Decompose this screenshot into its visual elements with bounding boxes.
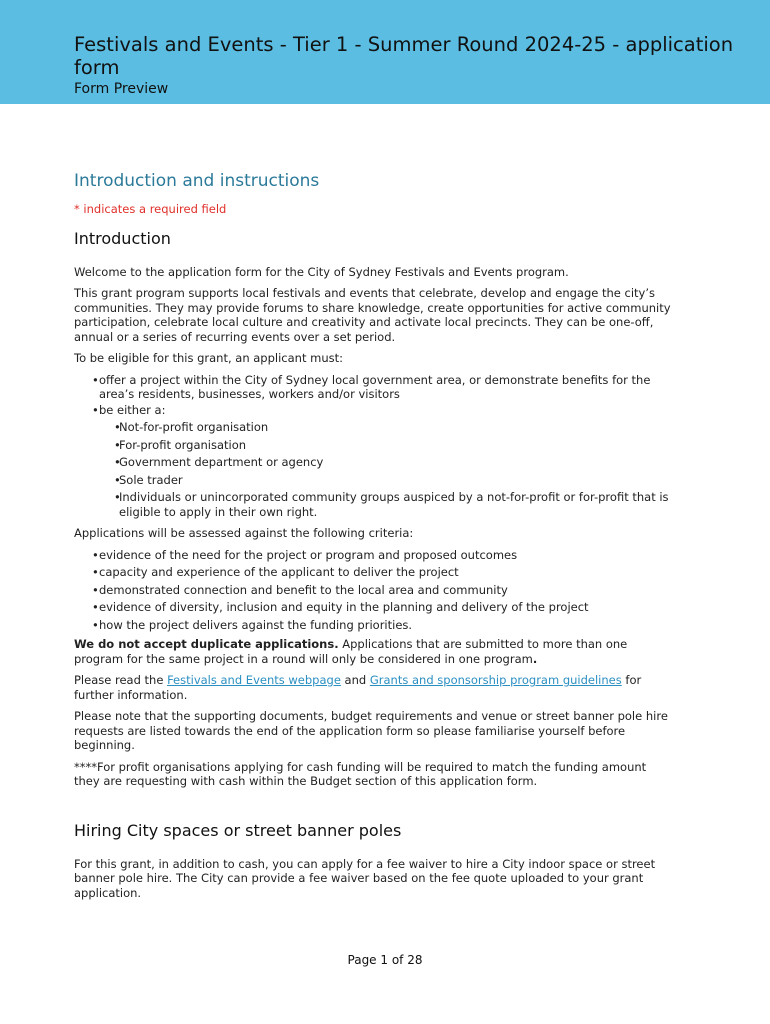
eligibility-list	[74, 373, 674, 520]
supporting-docs-note: Please note that the supporting documents, budget requirements and venue or street banner pole hire requests are listed towards the end of the application form so please familiarise yourself before beginning.	[74, 709, 668, 752]
form-subtitle: Form Preview	[74, 81, 169, 97]
required-note: * indicates a required field	[74, 202, 227, 216]
read-suffix: for further information.	[74, 673, 642, 702]
program-description: This grant program supports local festivals and events that celebrate, develop and engage the city’s communities. They may provide forums to share knowledge, create opportunities for active community participation, celebrate local culture and creativity and activate local precincts. They can be one-off, annual or a series of recurring events over a set period.	[74, 286, 671, 344]
duplicate-bold: We do not accept duplicate applications.	[74, 637, 339, 651]
header-banner	[0, 0, 770, 104]
list-item: • evidence of the need for the project or program and proposed outcomes	[74, 548, 674, 563]
guidelines-link[interactable]: Grants and sponsorship program guidelines	[369, 673, 622, 687]
hiring-heading: Hiring City spaces or street banner poles	[74, 820, 402, 840]
read-prefix: Please read the	[74, 673, 168, 687]
list-item: • Not-for-profit organisation	[74, 420, 674, 435]
welcome-text: Welcome to the application form for the City of Sydney Festivals and Events program.	[74, 264, 569, 279]
list-item: • Government department or agency	[74, 455, 674, 470]
for-profit-note: ****For profit organisations applying for cash funding will be required to match the funding amount they are requesting with cash within the Budget section of this application form.	[74, 759, 647, 788]
introduction-heading: Introduction	[74, 228, 171, 248]
read-more	[74, 673, 674, 702]
eligibility-lead: To be eligible for this grant, an applicant must:	[74, 351, 343, 365]
criteria-list	[74, 548, 674, 633]
page-number: Page 1 of 28	[347, 953, 423, 967]
festivals-webpage-link[interactable]: Festivals and Events webpage	[167, 673, 341, 687]
list-item: • demonstrated connection and benefit to the local area and community	[74, 583, 674, 598]
criteria-lead: Applications will be assessed against the following criteria:	[74, 526, 414, 540]
section-title: Introduction and instructions	[74, 171, 320, 191]
duplicate-notice	[74, 637, 674, 666]
org-type-list	[74, 420, 674, 519]
read-and: and	[340, 673, 370, 687]
list-item-label: be either a:	[99, 402, 166, 417]
list-item: • Sole trader	[74, 473, 674, 488]
list-item: • capacity and experience of the applicant to deliver the project	[74, 565, 674, 580]
list-item: • how the project delivers against the funding priorities.	[74, 618, 674, 633]
hiring-text: For this grant, in addition to cash, you can apply for a fee waiver to hire a City indoor space or street banner pole hire. The City can provide a fee waiver based on the fee quote uploaded to your grant application.	[74, 856, 656, 900]
duplicate-text: Applications that are submitted to more than one program for the same project in a round will only be considered in one program	[74, 637, 628, 666]
duplicate-end: .	[532, 651, 538, 666]
list-item: • Individuals or unincorporated community groups auspiced by a not-for-profit or for-profit that is eligible to apply in their own right.	[74, 490, 674, 519]
main-content	[74, 170, 674, 900]
list-item: • For-profit organisation	[74, 438, 674, 453]
form-title: Festivals and Events - Tier 1 - Summer Round 2024-25 - application form	[74, 33, 734, 79]
list-item: • offer a project within the City of Sydney local government area, or demonstrate benefits for the area’s residents, businesses, workers and/or visitors	[74, 373, 674, 402]
list-item: • evidence of diversity, inclusion and equity in the planning and delivery of the project	[74, 600, 674, 615]
list-item	[74, 403, 674, 520]
